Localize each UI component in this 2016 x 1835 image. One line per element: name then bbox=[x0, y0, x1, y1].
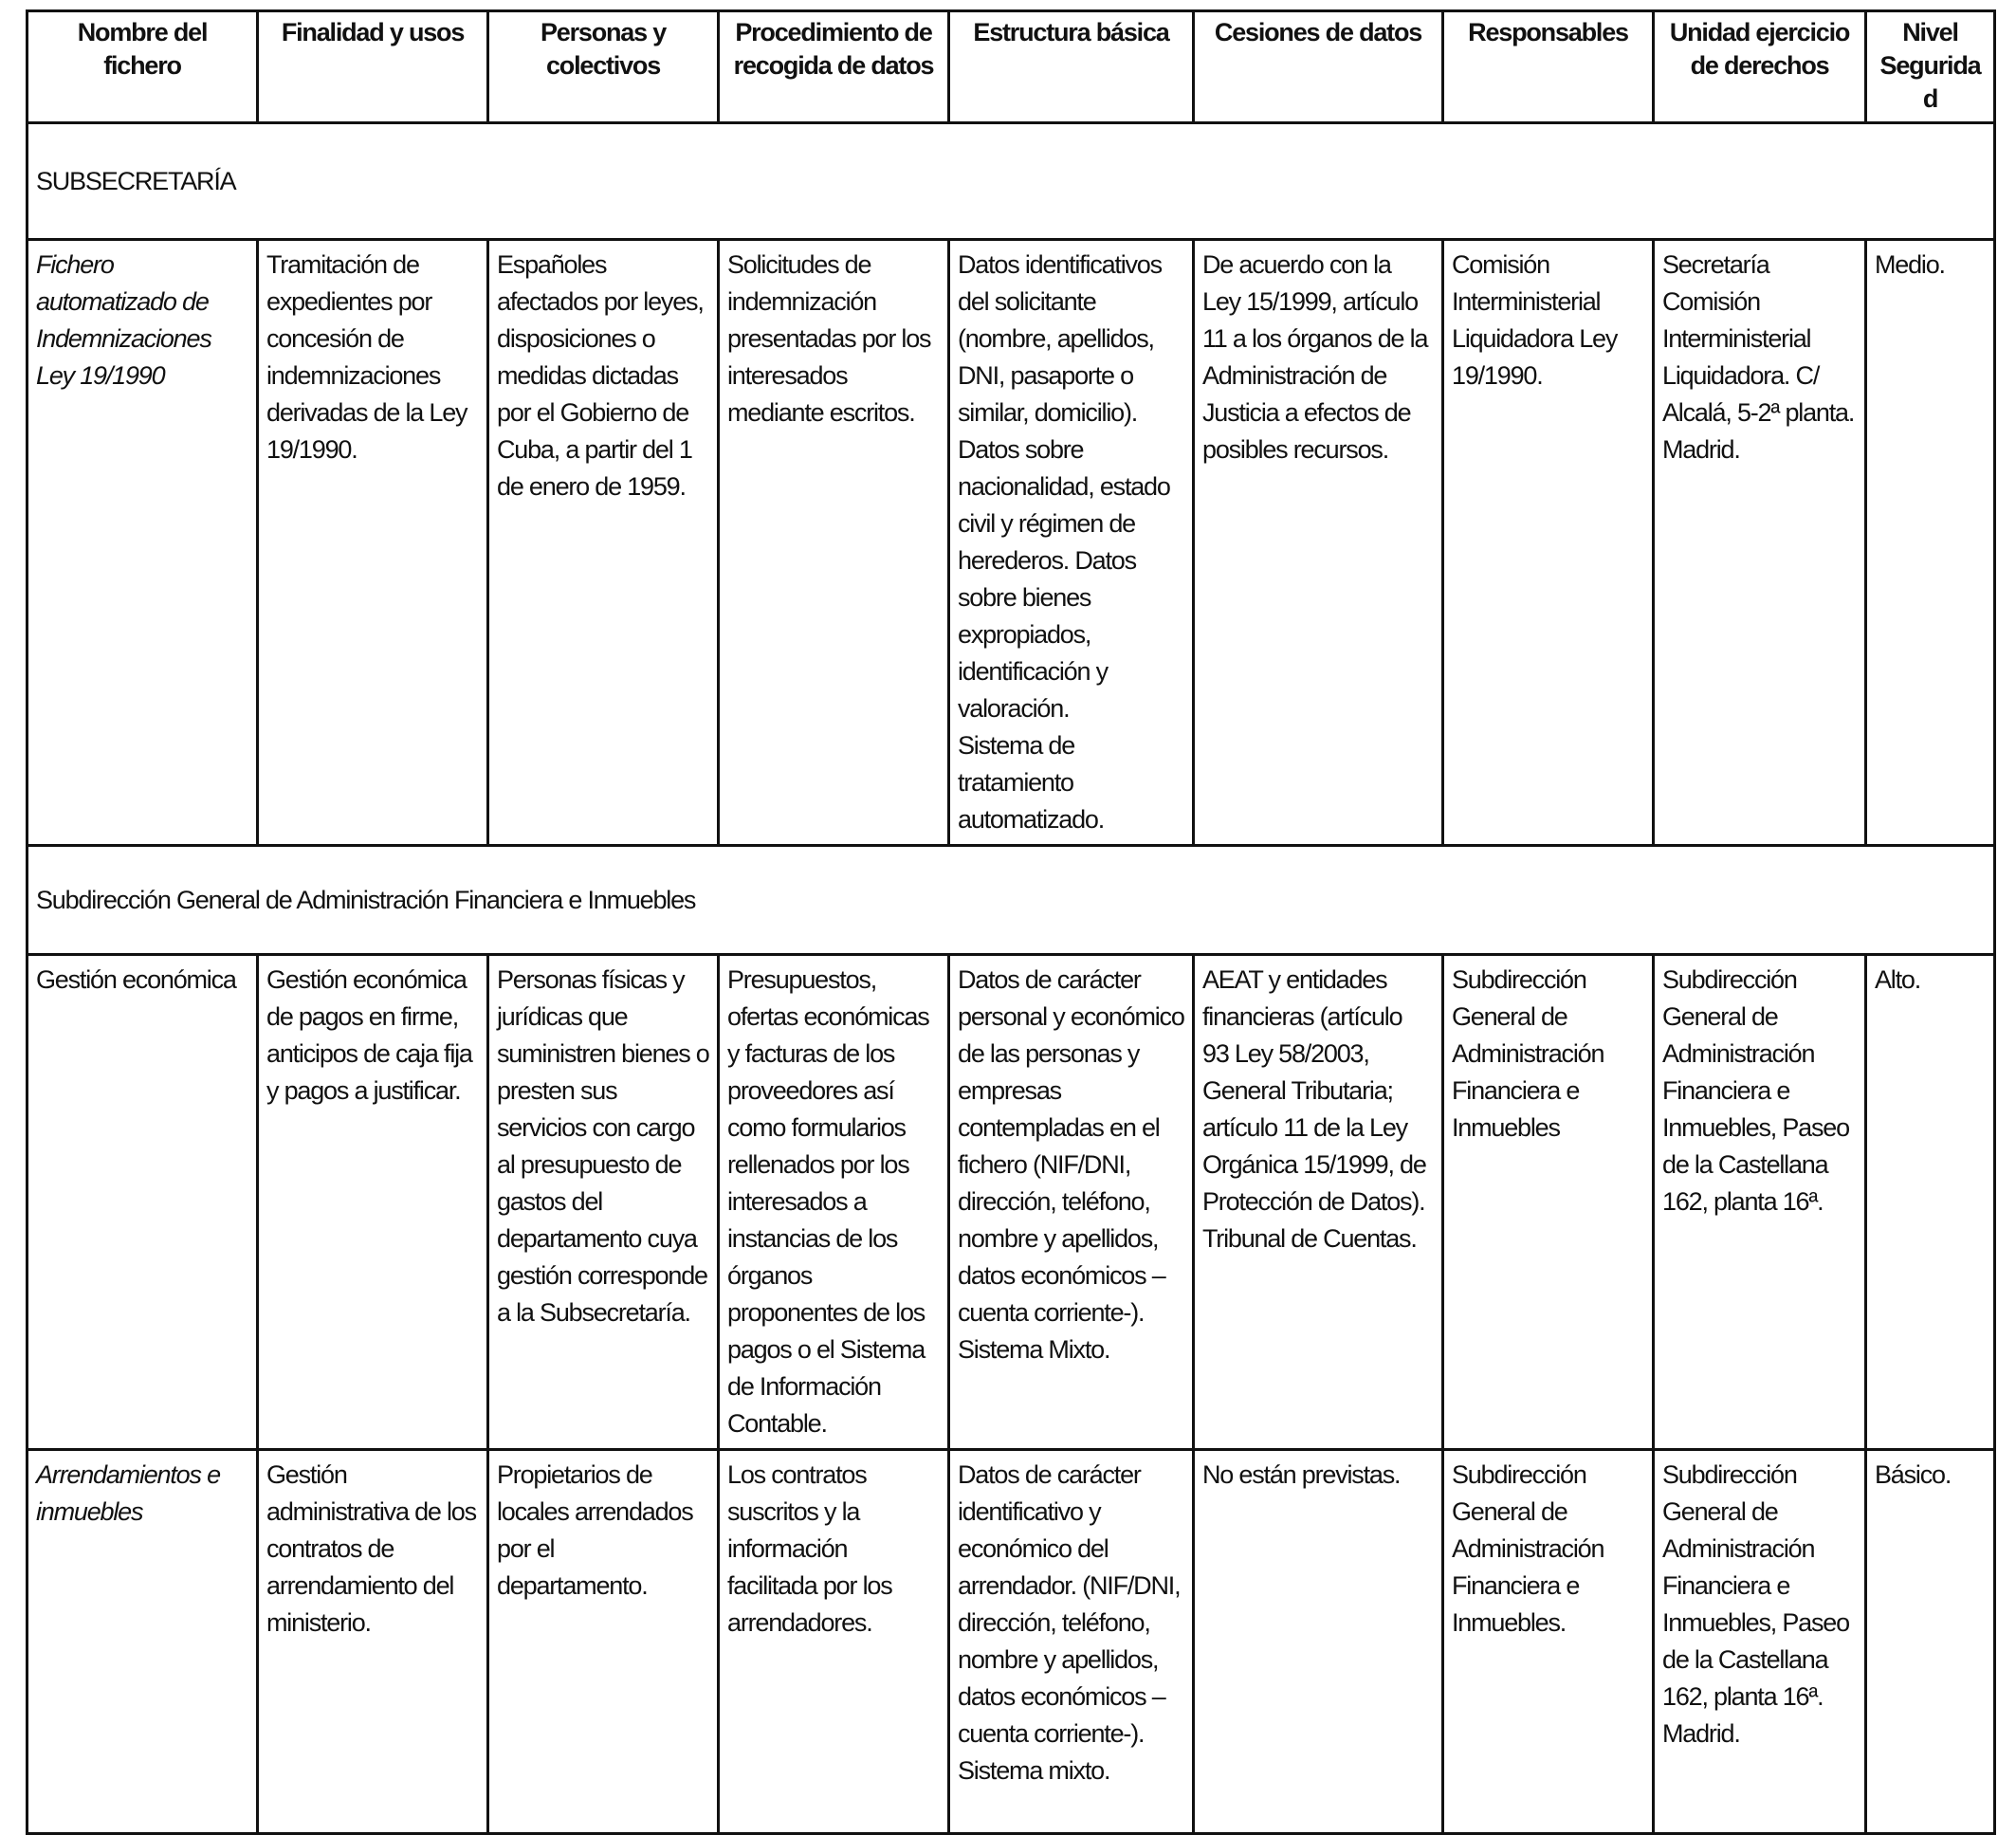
header-cesiones: Cesiones de datos bbox=[1194, 11, 1443, 123]
header-personas: Personas y colectivos bbox=[488, 11, 719, 123]
cell-unidad: Subdirección General de Administración Financiera e Inmuebles, Paseo de la Castellana 162, planta 16ª. bbox=[1654, 955, 1866, 1450]
header-row bbox=[27, 11, 1995, 123]
cell-nombre: Fichero automatizado de Indemnizaciones Ley 19/1990 bbox=[27, 240, 258, 846]
data-files-table bbox=[26, 9, 1996, 1835]
cell-nombre: Gestión económica bbox=[27, 955, 258, 1450]
cell-responsables: Subdirección General de Administración Financiera e Inmuebles bbox=[1443, 955, 1654, 1450]
cell-cesiones: No están previstas. bbox=[1194, 1450, 1443, 1834]
cell-finalidad: Gestión administrativa de los contratos de arrendamiento del ministerio. bbox=[258, 1450, 488, 1834]
cell-personas: Propietarios de locales arrendados por el departamento. bbox=[488, 1450, 719, 1834]
cell-nivel: Básico. bbox=[1866, 1450, 1995, 1834]
cell-procedimiento: Los contratos suscritos y la información facilitada por los arrendadores. bbox=[719, 1450, 949, 1834]
cell-nivel: Medio. bbox=[1866, 240, 1995, 846]
cell-cesiones: AEAT y entidades financieras (artículo 93 Ley 58/2003, General Tributaria; artículo 11 de la Ley Orgánica 15/1999, de Protección de Datos). Tribunal de Cuentas. bbox=[1194, 955, 1443, 1450]
cell-finalidad: Gestión económica de pagos en firme, anticipos de caja fija y pagos a justificar. bbox=[258, 955, 488, 1450]
header-estructura: Estructura básica bbox=[949, 11, 1194, 123]
cell-responsables: Subdirección General de Administración Financiera e Inmuebles. bbox=[1443, 1450, 1654, 1834]
header-nivel: Nivel Seguridad bbox=[1866, 11, 1995, 123]
section-row-subsecretaria bbox=[27, 123, 1995, 240]
table-row bbox=[27, 955, 1995, 1450]
cell-estructura: Datos de carácter personal y económico de las personas y empresas contempladas en el fichero (NIF/DNI, dirección, teléfono, nombre y apellidos, datos económicos – cuenta corriente-). Sistema Mixto. bbox=[949, 955, 1194, 1450]
cell-responsables: Comisión Interministerial Liquidadora Ley 19/1990. bbox=[1443, 240, 1654, 846]
cell-procedimiento: Presupuestos, ofertas económicas y facturas de los proveedores así como formularios rellenados por los interesados a instancias de los órganos proponentes de los pagos o el Sistema de Información Contable. bbox=[719, 955, 949, 1450]
header-responsables: Responsables bbox=[1443, 11, 1654, 123]
table-row bbox=[27, 240, 1995, 846]
section-row-subdireccion bbox=[27, 846, 1995, 955]
subsection-title: Subdirección General de Administración Financiera e Inmuebles bbox=[27, 846, 1995, 955]
cell-procedimiento: Solicitudes de indemnización presentadas por los interesados mediante escritos. bbox=[719, 240, 949, 846]
table-row bbox=[27, 1450, 1995, 1834]
cell-personas: Personas físicas y jurídicas que suministren bienes o presten sus servicios con cargo al presupuesto de gastos del departamento cuya gestión corresponde a la Subsecretaría. bbox=[488, 955, 719, 1450]
cell-unidad: Secretaría Comisión Interministerial Liquidadora. C/ Alcalá, 5-2ª planta. Madrid. bbox=[1654, 240, 1866, 846]
cell-finalidad: Tramitación de expedientes por concesión de indemnizaciones derivadas de la Ley 19/1990. bbox=[258, 240, 488, 846]
cell-unidad: Subdirección General de Administración Financiera e Inmuebles, Paseo de la Castellana 162, planta 16ª. Madrid. bbox=[1654, 1450, 1866, 1834]
cell-personas: Españoles afectados por leyes, disposiciones o medidas dictadas por el Gobierno de Cuba, a partir del 1 de enero de 1959. bbox=[488, 240, 719, 846]
header-nombre: Nombre del fichero bbox=[27, 11, 258, 123]
cell-nombre: Arrendamientos e inmuebles bbox=[27, 1450, 258, 1834]
cell-nivel: Alto. bbox=[1866, 955, 1995, 1450]
cell-estructura: Datos de carácter identificativo y económico del arrendador. (NIF/DNI, dirección, teléfono, nombre y apellidos, datos económicos – cuenta corriente-). Sistema mixto. bbox=[949, 1450, 1194, 1834]
header-finalidad: Finalidad y usos bbox=[258, 11, 488, 123]
header-unidad: Unidad ejercicio de derechos bbox=[1654, 11, 1866, 123]
section-title: SUBSECRETARÍA bbox=[27, 123, 1995, 240]
cell-estructura: Datos identificativos del solicitante (nombre, apellidos, DNI, pasaporte o similar, domicilio). Datos sobre nacionalidad, estado civil y régimen de herederos. Datos sobre bienes expropiados, identificación y valoración. Sistema de tratamiento automatizado. bbox=[949, 240, 1194, 846]
cell-cesiones: De acuerdo con la Ley 15/1999, artículo 11 a los órganos de la Administración de Justicia a efectos de posibles recursos. bbox=[1194, 240, 1443, 846]
header-procedimiento: Procedimiento de recogida de datos bbox=[719, 11, 949, 123]
